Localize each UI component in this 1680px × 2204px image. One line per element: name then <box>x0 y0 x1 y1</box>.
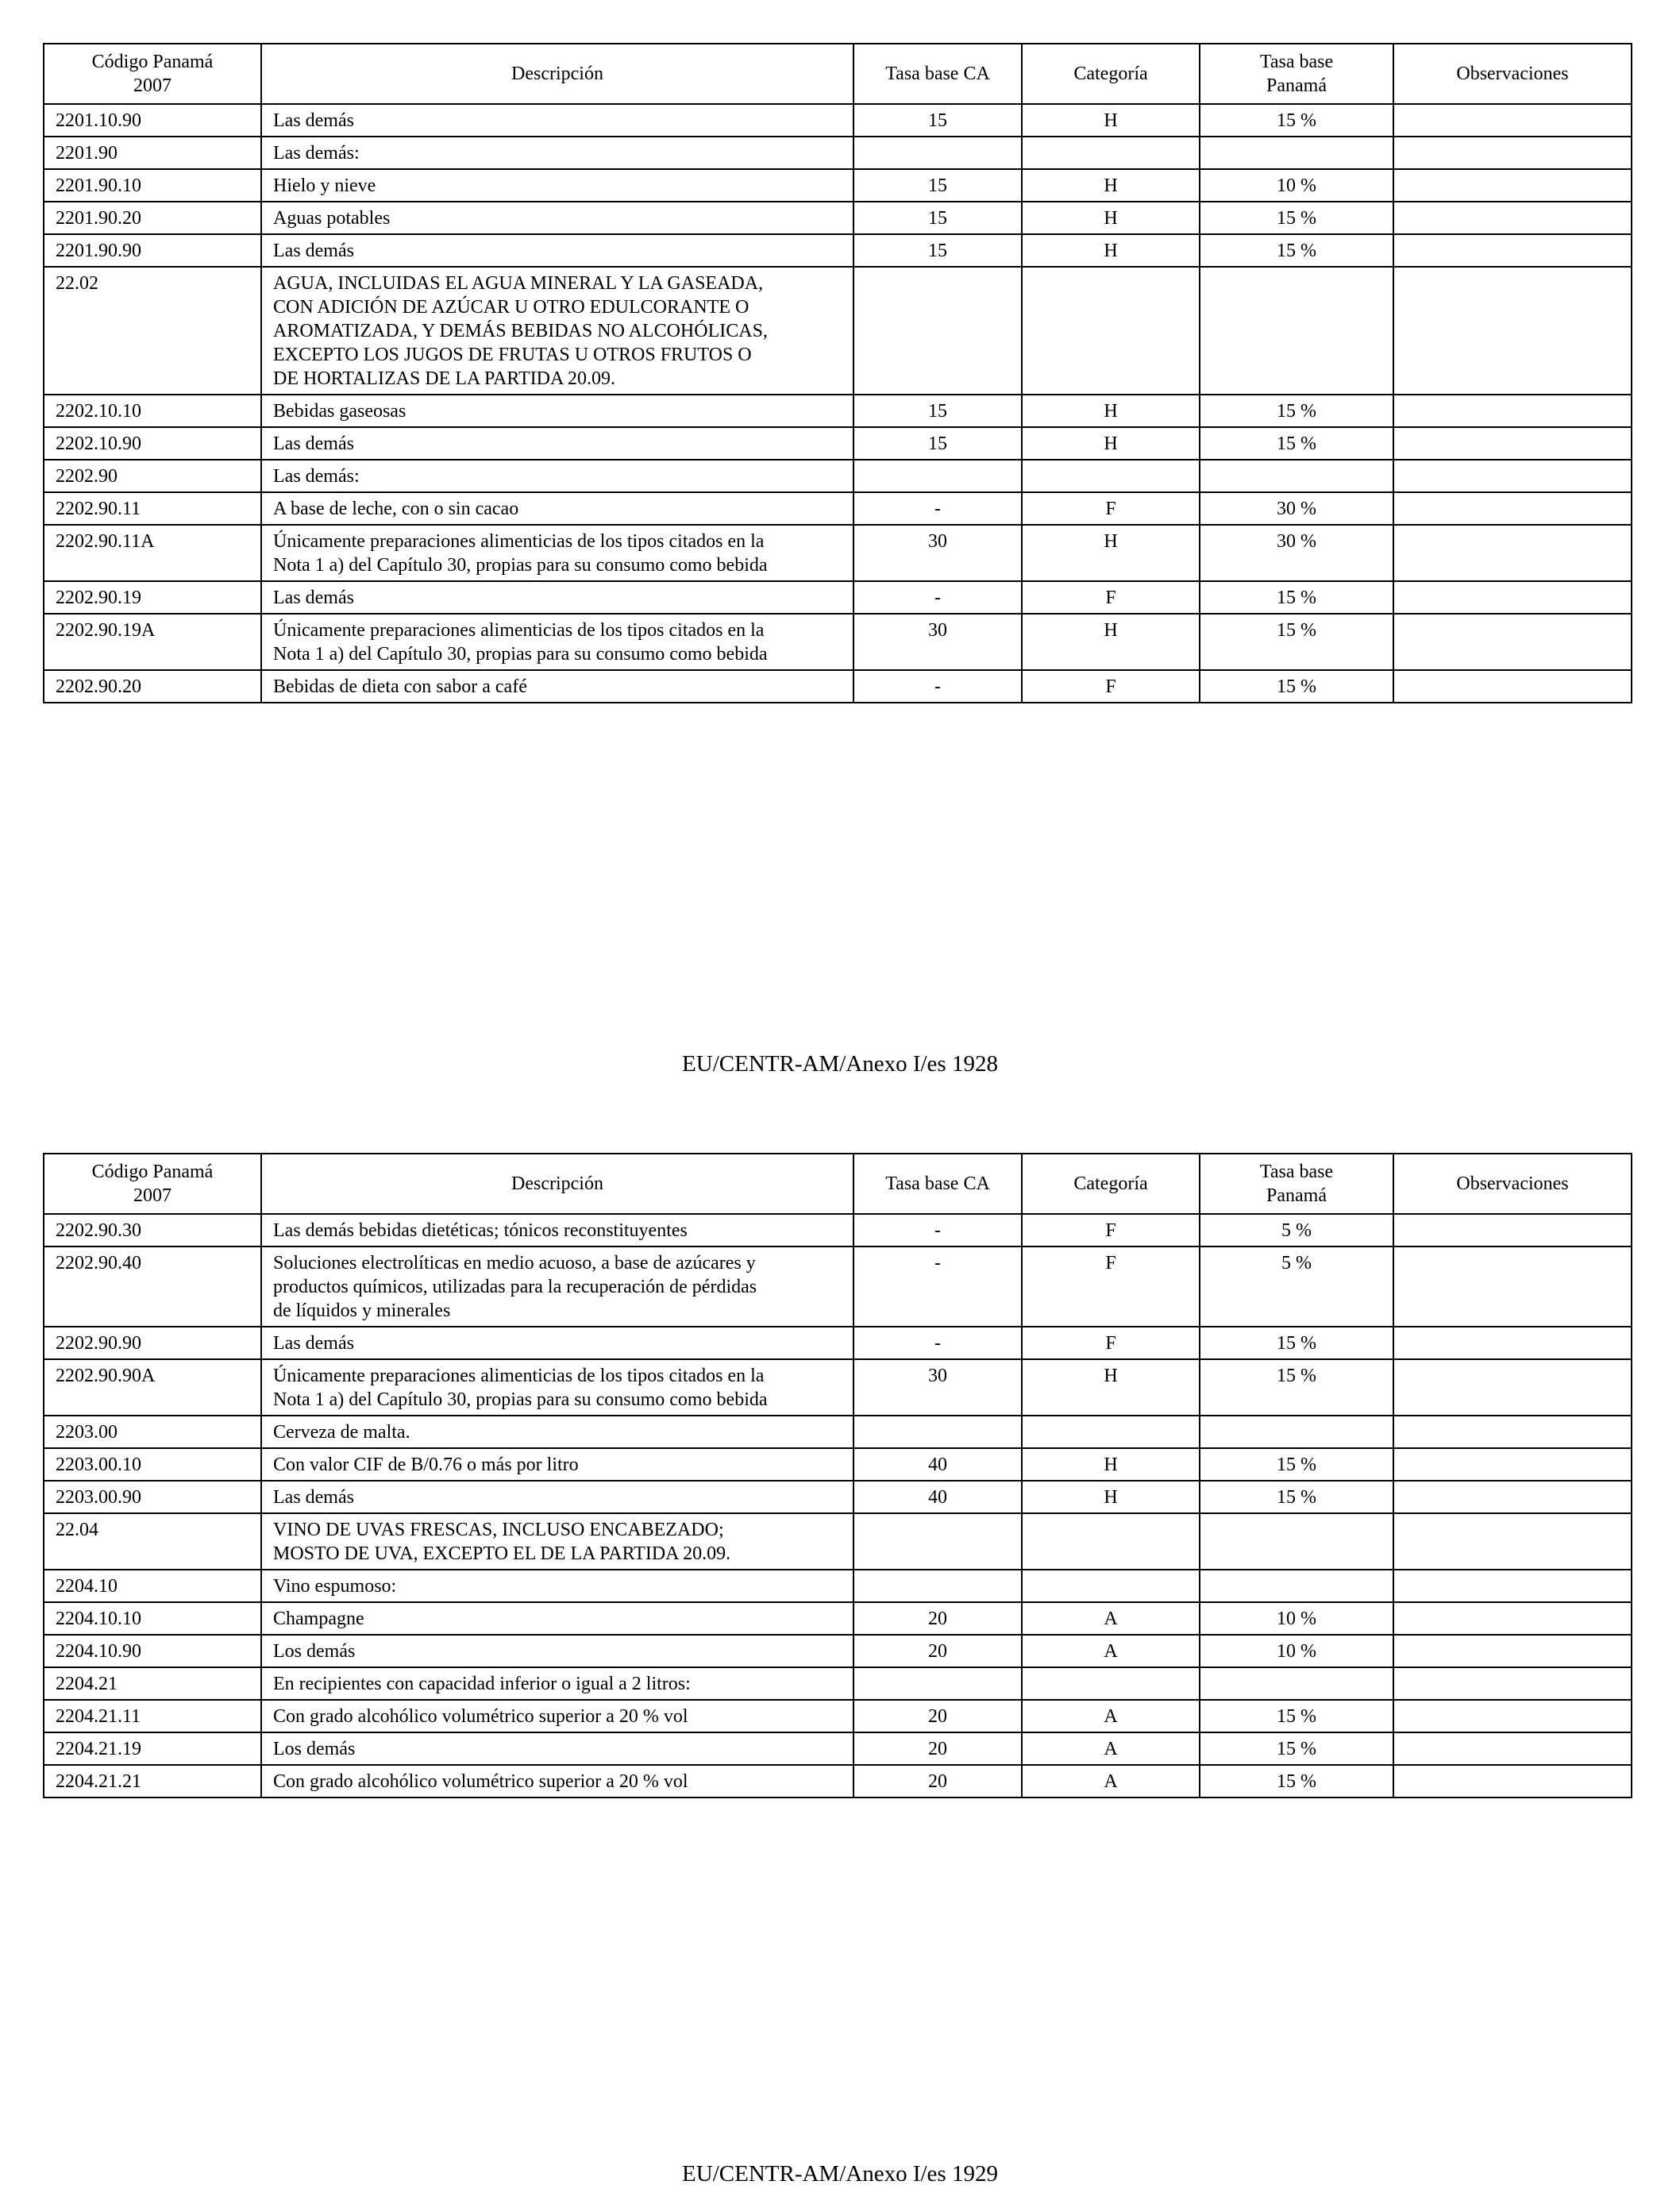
cell-code: 2204.10.90 <box>44 1635 261 1667</box>
cell-code: 2202.90.11 <box>44 492 261 525</box>
table-row <box>44 1448 1632 1481</box>
table-row <box>44 1359 1632 1416</box>
cell-rate-ca <box>853 267 1022 395</box>
table-row <box>44 1635 1632 1667</box>
header-code: Código Panamá 2007 <box>44 1154 261 1214</box>
cell-description: Con grado alcohólico volumétrico superior a 20 % vol <box>261 1765 853 1797</box>
header-observations: Observaciones <box>1393 44 1632 104</box>
cell-description: Con grado alcohólico volumétrico superior a 20 % vol <box>261 1700 853 1732</box>
table-row <box>44 427 1632 460</box>
cell-observations <box>1393 1765 1632 1797</box>
cell-category: F <box>1022 492 1200 525</box>
cell-category: H <box>1022 169 1200 202</box>
cell-observations <box>1393 1481 1632 1513</box>
cell-code: 2202.90.11A <box>44 525 261 581</box>
cell-rate-ca: - <box>853 670 1022 703</box>
cell-rate-panama <box>1200 1667 1393 1700</box>
cell-category: H <box>1022 427 1200 460</box>
cell-category: H <box>1022 1359 1200 1416</box>
table-header-row <box>44 1154 1632 1214</box>
table-row <box>44 267 1632 395</box>
cell-rate-panama <box>1200 137 1393 169</box>
cell-code: 2204.21.11 <box>44 1700 261 1732</box>
cell-description: Soluciones electrolíticas en medio acuoso, a base de azúcares y productos químicos, utilizadas para la recuperación de pérdidas de líquidos y minerales <box>261 1246 853 1327</box>
cell-code: 2202.90.19A <box>44 614 261 670</box>
cell-observations <box>1393 492 1632 525</box>
cell-rate-panama: 10 % <box>1200 1635 1393 1667</box>
cell-rate-panama: 15 % <box>1200 1765 1393 1797</box>
cell-category <box>1022 1570 1200 1602</box>
table-row <box>44 1481 1632 1513</box>
cell-rate-panama <box>1200 1416 1393 1448</box>
cell-observations <box>1393 1602 1632 1635</box>
cell-category: A <box>1022 1765 1200 1797</box>
page-footer-1: EU/CENTR-AM/Anexo I/es 1928 <box>682 1051 998 1077</box>
cell-category: H <box>1022 614 1200 670</box>
cell-category <box>1022 460 1200 492</box>
cell-rate-ca: - <box>853 492 1022 525</box>
cell-observations <box>1393 460 1632 492</box>
cell-category <box>1022 1513 1200 1570</box>
cell-rate-ca <box>853 460 1022 492</box>
cell-code: 2202.90.19 <box>44 581 261 614</box>
tariff-table-page-2 <box>43 1153 1632 1798</box>
cell-code: 2201.10.90 <box>44 104 261 137</box>
cell-description: Champagne <box>261 1602 853 1635</box>
cell-rate-ca: 20 <box>853 1602 1022 1635</box>
header-rate-panama: Tasa base Panamá <box>1200 44 1393 104</box>
cell-observations <box>1393 1570 1632 1602</box>
cell-rate-panama: 15 % <box>1200 581 1393 614</box>
table-row <box>44 1214 1632 1246</box>
page-footer-2: EU/CENTR-AM/Anexo I/es 1929 <box>682 2161 998 2187</box>
cell-rate-panama: 15 % <box>1200 1481 1393 1513</box>
cell-description: Las demás <box>261 1327 853 1359</box>
cell-rate-ca: 40 <box>853 1448 1022 1481</box>
cell-rate-panama: 15 % <box>1200 1732 1393 1765</box>
cell-rate-ca <box>853 1570 1022 1602</box>
cell-category: A <box>1022 1700 1200 1732</box>
cell-code: 2203.00.10 <box>44 1448 261 1481</box>
table-row <box>44 1732 1632 1765</box>
cell-rate-panama: 5 % <box>1200 1246 1393 1327</box>
cell-rate-panama: 15 % <box>1200 427 1393 460</box>
table-row <box>44 1327 1632 1359</box>
cell-observations <box>1393 581 1632 614</box>
table-row <box>44 1765 1632 1797</box>
cell-category: H <box>1022 395 1200 427</box>
cell-code: 22.02 <box>44 267 261 395</box>
cell-description: Las demás: <box>261 137 853 169</box>
table-row <box>44 395 1632 427</box>
header-rate-panama: Tasa base Panamá <box>1200 1154 1393 1214</box>
cell-description: Las demás bebidas dietéticas; tónicos reconstituyentes <box>261 1214 853 1246</box>
cell-rate-ca: - <box>853 1246 1022 1327</box>
cell-observations <box>1393 614 1632 670</box>
cell-category: H <box>1022 1448 1200 1481</box>
cell-observations <box>1393 427 1632 460</box>
cell-description: Los demás <box>261 1732 853 1765</box>
cell-description: Hielo y nieve <box>261 169 853 202</box>
cell-code: 2202.90.90A <box>44 1359 261 1416</box>
cell-code: 2201.90 <box>44 137 261 169</box>
cell-rate-panama: 10 % <box>1200 1602 1393 1635</box>
cell-observations <box>1393 1700 1632 1732</box>
cell-observations <box>1393 395 1632 427</box>
cell-code: 2204.10 <box>44 1570 261 1602</box>
cell-description: Las demás <box>261 427 853 460</box>
cell-description: Con valor CIF de B/0.76 o más por litro <box>261 1448 853 1481</box>
table-row <box>44 614 1632 670</box>
table-row <box>44 1570 1632 1602</box>
cell-category: F <box>1022 1327 1200 1359</box>
cell-code: 2202.90.30 <box>44 1214 261 1246</box>
cell-code: 2201.90.90 <box>44 234 261 267</box>
cell-rate-ca <box>853 1513 1022 1570</box>
table-row <box>44 525 1632 581</box>
cell-rate-ca: 20 <box>853 1765 1022 1797</box>
cell-description: Los demás <box>261 1635 853 1667</box>
cell-observations <box>1393 1732 1632 1765</box>
cell-description: VINO DE UVAS FRESCAS, INCLUSO ENCABEZADO; MOSTO DE UVA, EXCEPTO EL DE LA PARTIDA 20.09. <box>261 1513 853 1570</box>
cell-category: H <box>1022 104 1200 137</box>
cell-rate-ca: 15 <box>853 234 1022 267</box>
cell-rate-ca: - <box>853 1327 1022 1359</box>
cell-rate-panama <box>1200 1513 1393 1570</box>
cell-description: Bebidas gaseosas <box>261 395 853 427</box>
table-row <box>44 460 1632 492</box>
cell-observations <box>1393 1448 1632 1481</box>
cell-rate-panama <box>1200 460 1393 492</box>
cell-rate-ca: 15 <box>853 104 1022 137</box>
cell-observations <box>1393 525 1632 581</box>
header-description: Descripción <box>261 1154 853 1214</box>
cell-rate-ca: 15 <box>853 169 1022 202</box>
cell-rate-panama: 30 % <box>1200 492 1393 525</box>
cell-category: A <box>1022 1602 1200 1635</box>
cell-observations <box>1393 1359 1632 1416</box>
cell-code: 2201.90.10 <box>44 169 261 202</box>
cell-rate-panama: 30 % <box>1200 525 1393 581</box>
cell-code: 2202.90 <box>44 460 261 492</box>
cell-observations <box>1393 267 1632 395</box>
cell-code: 2202.90.20 <box>44 670 261 703</box>
header-rate-ca: Tasa base CA <box>853 44 1022 104</box>
cell-category: H <box>1022 525 1200 581</box>
header-rate-ca: Tasa base CA <box>853 1154 1022 1214</box>
table-row <box>44 234 1632 267</box>
cell-rate-panama: 5 % <box>1200 1214 1393 1246</box>
header-observations: Observaciones <box>1393 1154 1632 1214</box>
table-body <box>44 1214 1632 1797</box>
cell-observations <box>1393 137 1632 169</box>
cell-code: 2202.90.90 <box>44 1327 261 1359</box>
cell-rate-panama <box>1200 1570 1393 1602</box>
table-row <box>44 1513 1632 1570</box>
cell-observations <box>1393 1327 1632 1359</box>
cell-code: 2202.10.90 <box>44 427 261 460</box>
cell-rate-ca: 30 <box>853 614 1022 670</box>
cell-observations <box>1393 670 1632 703</box>
cell-description: En recipientes con capacidad inferior o igual a 2 litros: <box>261 1667 853 1700</box>
cell-category: A <box>1022 1732 1200 1765</box>
cell-code: 2202.10.10 <box>44 395 261 427</box>
cell-observations <box>1393 1416 1632 1448</box>
table-row <box>44 169 1632 202</box>
cell-description: Las demás <box>261 1481 853 1513</box>
cell-description: Vino espumoso: <box>261 1570 853 1602</box>
cell-observations <box>1393 1214 1632 1246</box>
header-category: Categoría <box>1022 1154 1200 1214</box>
cell-description: Bebidas de dieta con sabor a café <box>261 670 853 703</box>
cell-category: A <box>1022 1635 1200 1667</box>
cell-description: Únicamente preparaciones alimenticias de los tipos citados en la Nota 1 a) del Capítulo 30, propias para su consumo como bebida <box>261 1359 853 1416</box>
cell-observations <box>1393 1246 1632 1327</box>
cell-rate-panama: 10 % <box>1200 169 1393 202</box>
cell-category: H <box>1022 234 1200 267</box>
cell-rate-panama: 15 % <box>1200 1327 1393 1359</box>
table-body <box>44 104 1632 703</box>
cell-code: 2203.00.90 <box>44 1481 261 1513</box>
cell-observations <box>1393 234 1632 267</box>
cell-description: Las demás <box>261 104 853 137</box>
cell-rate-panama <box>1200 267 1393 395</box>
cell-rate-ca: - <box>853 1214 1022 1246</box>
cell-description: Aguas potables <box>261 202 853 234</box>
cell-rate-ca: 30 <box>853 525 1022 581</box>
cell-rate-panama: 15 % <box>1200 202 1393 234</box>
cell-description: Únicamente preparaciones alimenticias de los tipos citados en la Nota 1 a) del Capítulo 30, propias para su consumo como bebida <box>261 614 853 670</box>
tariff-table-page-1 <box>43 43 1632 703</box>
cell-rate-ca: - <box>853 581 1022 614</box>
cell-rate-ca: 20 <box>853 1635 1022 1667</box>
cell-code: 2204.10.10 <box>44 1602 261 1635</box>
cell-description: Las demás: <box>261 460 853 492</box>
cell-rate-panama: 15 % <box>1200 234 1393 267</box>
cell-rate-panama: 15 % <box>1200 670 1393 703</box>
cell-code: 22.04 <box>44 1513 261 1570</box>
cell-rate-panama: 15 % <box>1200 1359 1393 1416</box>
cell-description: Cerveza de malta. <box>261 1416 853 1448</box>
cell-rate-ca: 20 <box>853 1732 1022 1765</box>
cell-observations <box>1393 202 1632 234</box>
table-row <box>44 137 1632 169</box>
header-category: Categoría <box>1022 44 1200 104</box>
cell-description: Las demás <box>261 581 853 614</box>
cell-code: 2204.21.21 <box>44 1765 261 1797</box>
cell-rate-ca: 20 <box>853 1700 1022 1732</box>
cell-category <box>1022 267 1200 395</box>
cell-rate-ca <box>853 1667 1022 1700</box>
cell-rate-ca: 15 <box>853 395 1022 427</box>
cell-category: F <box>1022 1214 1200 1246</box>
cell-description: Las demás <box>261 234 853 267</box>
cell-category: F <box>1022 581 1200 614</box>
cell-rate-panama: 15 % <box>1200 614 1393 670</box>
cell-observations <box>1393 104 1632 137</box>
cell-category <box>1022 1416 1200 1448</box>
cell-description: Únicamente preparaciones alimenticias de los tipos citados en la Nota 1 a) del Capítulo 30, propias para su consumo como bebida <box>261 525 853 581</box>
table-row <box>44 670 1632 703</box>
cell-observations <box>1393 169 1632 202</box>
cell-category: H <box>1022 202 1200 234</box>
cell-rate-panama: 15 % <box>1200 395 1393 427</box>
cell-code: 2202.90.40 <box>44 1246 261 1327</box>
table-row <box>44 1700 1632 1732</box>
cell-code: 2201.90.20 <box>44 202 261 234</box>
cell-rate-ca: 30 <box>853 1359 1022 1416</box>
cell-rate-panama: 15 % <box>1200 1700 1393 1732</box>
cell-observations <box>1393 1667 1632 1700</box>
table-row <box>44 202 1632 234</box>
cell-rate-panama: 15 % <box>1200 104 1393 137</box>
table-row <box>44 492 1632 525</box>
cell-rate-ca: 40 <box>853 1481 1022 1513</box>
cell-rate-ca: 15 <box>853 202 1022 234</box>
cell-category <box>1022 137 1200 169</box>
cell-category: H <box>1022 1481 1200 1513</box>
cell-code: 2204.21.19 <box>44 1732 261 1765</box>
table-row <box>44 1667 1632 1700</box>
cell-description: A base de leche, con o sin cacao <box>261 492 853 525</box>
header-code: Código Panamá 2007 <box>44 44 261 104</box>
cell-observations <box>1393 1513 1632 1570</box>
table-row <box>44 1602 1632 1635</box>
cell-rate-ca: 15 <box>853 427 1022 460</box>
table-row <box>44 1246 1632 1327</box>
cell-rate-ca <box>853 1416 1022 1448</box>
table-row <box>44 1416 1632 1448</box>
cell-observations <box>1393 1635 1632 1667</box>
cell-category: F <box>1022 1246 1200 1327</box>
table-row <box>44 581 1632 614</box>
cell-category: F <box>1022 670 1200 703</box>
header-description: Descripción <box>261 44 853 104</box>
table-header-row <box>44 44 1632 104</box>
cell-code: 2203.00 <box>44 1416 261 1448</box>
cell-rate-panama: 15 % <box>1200 1448 1393 1481</box>
cell-category <box>1022 1667 1200 1700</box>
cell-rate-ca <box>853 137 1022 169</box>
cell-code: 2204.21 <box>44 1667 261 1700</box>
table-row <box>44 104 1632 137</box>
cell-description: AGUA, INCLUIDAS EL AGUA MINERAL Y LA GASEADA, CON ADICIÓN DE AZÚCAR U OTRO EDULCORANTE O AROMATIZADA, Y DEMÁS BEBIDAS NO ALCOHÓLICAS, EXCEPTO LOS JUGOS DE FRUTAS U OTROS FRUTOS O DE HORTALIZAS DE LA PARTIDA 20.09. <box>261 267 853 395</box>
